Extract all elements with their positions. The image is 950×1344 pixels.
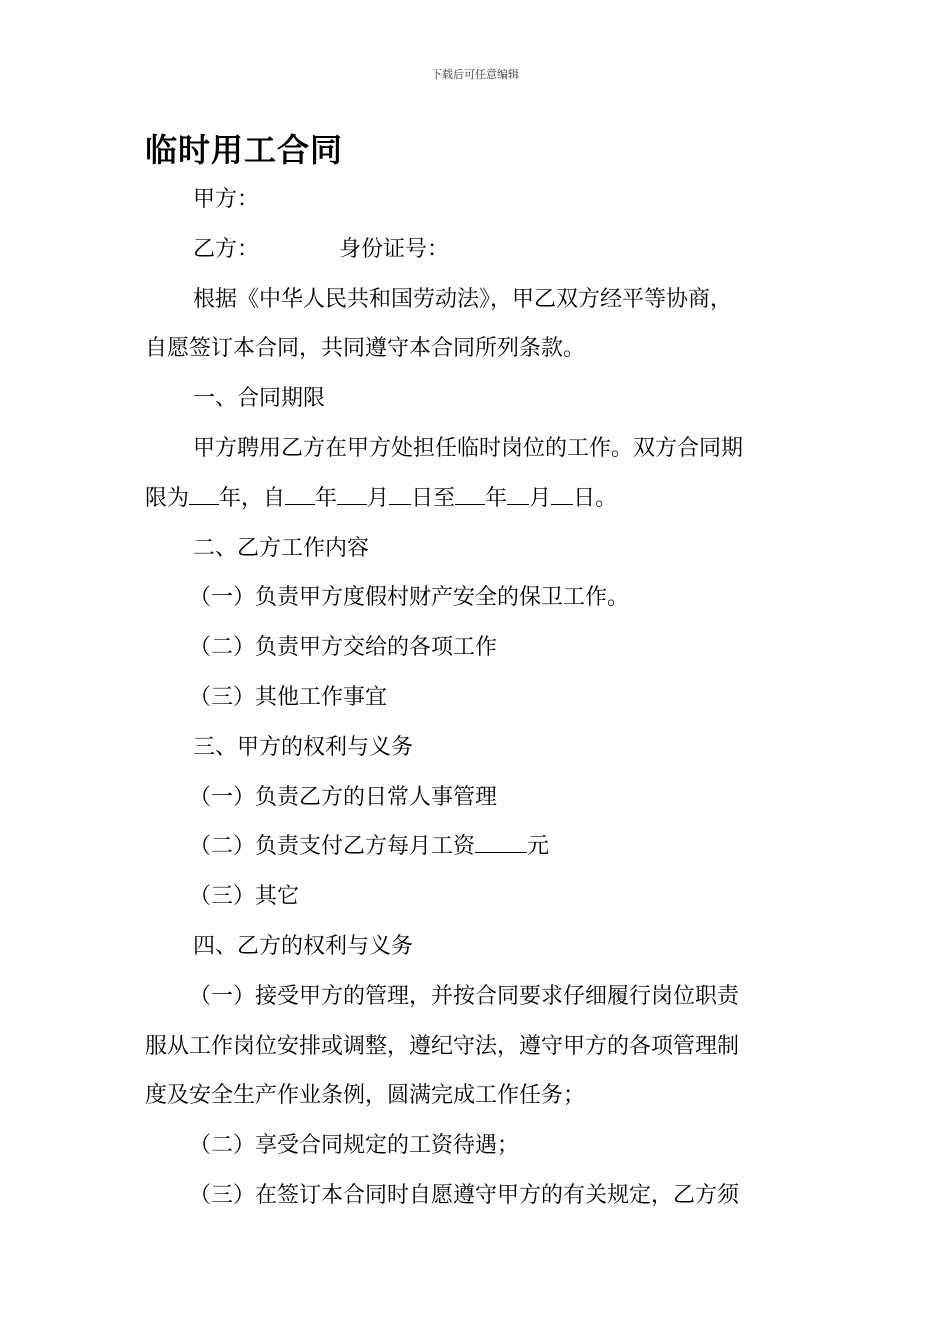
section-4-item-1-line-3: 度及安全生产作业条例，圆满完成工作任务； xyxy=(145,1083,586,1109)
header-note: 下载后可任意编辑 xyxy=(431,68,519,81)
blank-start-day[interactable] xyxy=(389,484,411,505)
term-text: 日。 xyxy=(573,485,618,511)
party-b-label: 乙方： xyxy=(193,236,260,262)
id-number-label: 身份证号： xyxy=(339,236,450,262)
section-2-heading: 二、乙方工作内容 xyxy=(193,535,370,561)
term-text: 年 xyxy=(315,485,338,511)
section-2-item-2: （二）负责甲方交给的各项工作 xyxy=(189,635,498,661)
salary-unit: 元 xyxy=(527,834,550,860)
intro-line-2: 自愿签订本合同，共同遵守本合同所列条款。 xyxy=(145,336,586,362)
blank-start-month[interactable] xyxy=(337,484,367,505)
section-1-heading: 一、合同期限 xyxy=(193,386,326,412)
party-a-label: 甲方： xyxy=(193,187,260,212)
document-title: 临时用工合同 xyxy=(145,131,344,169)
section-3-item-3: （三）其它 xyxy=(189,884,300,910)
section-4-item-1-line-2: 服从工作岗位安排或调整，遵纪守法，遵守甲方的各项管理制 xyxy=(145,1033,740,1059)
term-text: 年 xyxy=(485,485,508,511)
intro-line-1: 根据《中华人民共和国劳动法》，甲乙双方经平等协商， xyxy=(193,286,733,312)
term-text: 月 xyxy=(367,485,390,511)
party-b-line xyxy=(145,225,810,275)
section-1-line-2 xyxy=(145,474,810,524)
section-4-item-3-line-1: （三）在签订本合同时自愿遵守甲方的有关规定，乙方须 xyxy=(189,1182,740,1208)
blank-years[interactable] xyxy=(189,484,219,505)
party-a-line xyxy=(145,175,810,225)
section-4-heading: 四、乙方的权利与义务 xyxy=(193,933,414,959)
blank-end-year[interactable] xyxy=(455,484,485,505)
blank-end-month[interactable] xyxy=(507,484,529,505)
section-3-item-1: （一）负责乙方的日常人事管理 xyxy=(189,784,498,810)
term-text: 限为 xyxy=(145,485,190,511)
term-text: 年，自 xyxy=(219,485,286,511)
blank-end-day[interactable] xyxy=(551,484,573,505)
section-3-heading: 三、甲方的权利与义务 xyxy=(193,734,414,760)
section-4-item-2: （二）享受合同规定的工资待遇； xyxy=(189,1133,520,1159)
section-4-item-1-line-1: （一）接受甲方的管理，并按合同要求仔细履行岗位职责 xyxy=(189,983,740,1009)
document-body xyxy=(145,175,810,1221)
salary-text: （二）负责支付乙方每月工资 xyxy=(189,834,476,860)
blank-start-year[interactable] xyxy=(285,484,315,505)
term-text: 月 xyxy=(529,485,552,511)
section-2-item-1: （一）负责甲方度假村财产安全的保卫工作。 xyxy=(189,585,630,611)
section-1-line-1: 甲方聘用乙方在甲方处担任临时岗位的工作。双方合同期 xyxy=(193,435,744,461)
section-3-item-2 xyxy=(145,822,810,872)
term-text: 日至 xyxy=(411,485,456,511)
blank-salary[interactable] xyxy=(475,832,527,853)
section-2-item-3: （三）其他工作事宜 xyxy=(189,684,388,710)
